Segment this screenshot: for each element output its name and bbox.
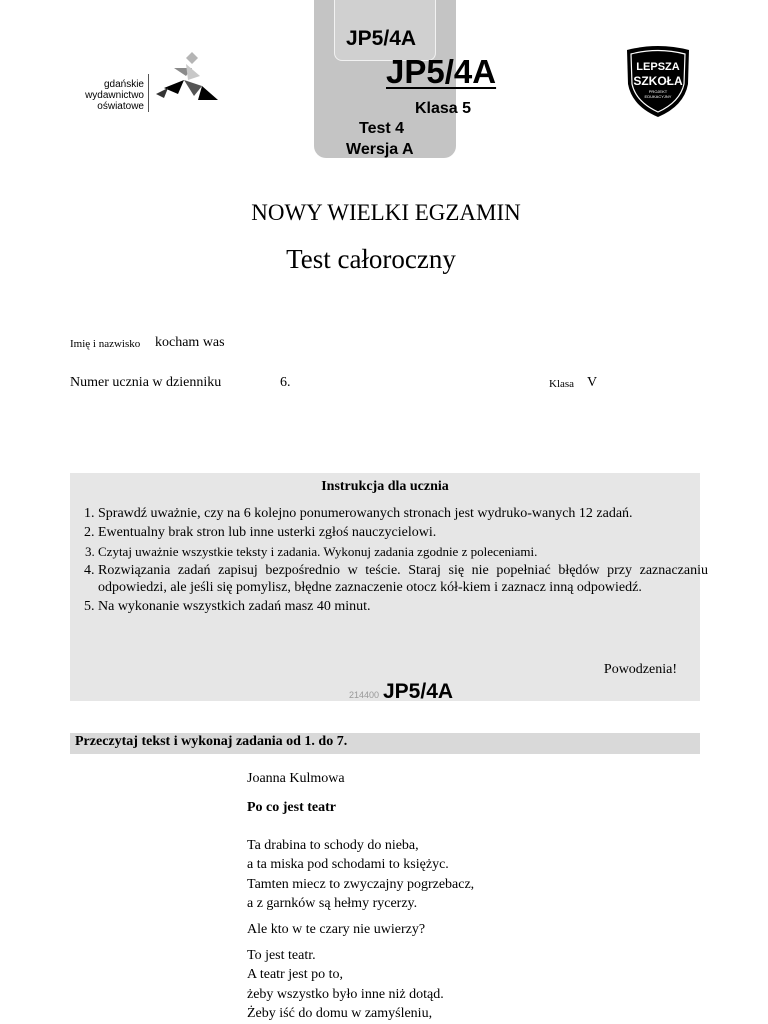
publisher-name [60,79,144,112]
poem-author: Joanna Kulmowa [247,771,345,786]
publisher-name-line: gdańskie [103,79,144,90]
badge-line3: PROJEKT [648,89,668,94]
reading-instruction: Przeczytaj tekst i wykonaj zadania od 1. do 7. [75,734,348,749]
test-version: Wersja A [346,141,414,158]
student-number-label: Numer ucznia w dzienniku [70,375,222,390]
poem-line: Ta drabina to schody do nieba, [247,838,419,853]
page-title: NOWY WIELKI EGZAMIN [251,200,521,225]
instruction-item: 5. Na wykonanie wszystkich zadań masz 40 minut. [98,598,708,615]
publisher-name-line: wydawnictwo [85,90,144,101]
poem-line: a z garnków są hełmy rycerzy. [247,896,418,911]
publisher-logo-icon [154,50,222,111]
name-label: Imię i nazwisko [70,338,141,350]
class-label: Klasa [549,378,575,390]
class-level: Klasa 5 [415,100,472,117]
poem-line: a ta miska pod schodami to księżyc. [247,857,449,872]
poem-line: żeby wszystko było inne niż dotąd. [247,987,444,1002]
poem-line: A teatr jest po to, [247,967,344,982]
footer-number: 214400 [349,690,380,700]
poem-line: Tamten miecz to zwyczajny pogrzebacz, [247,877,475,892]
page-subtitle: Test całoroczny [286,244,456,274]
poem-line: Ale kto w te czary nie uwierzy? [247,922,426,937]
footer-code: JP5/4A [383,680,454,703]
lepsza-szkola-badge-icon [622,44,694,125]
publisher-divider [148,74,149,112]
instruction-list [78,505,708,617]
publisher-name-line: oświatowe [97,101,144,112]
instruction-item: 4. Rozwiązania zadań zapisuj bezpośrednio w teście. Staraj się nie popełniać błędów przy zaznaczaniu odpowiedzi, ale jeśli się pomylisz, błędne zaznaczenie otocz kół-kiem i zaznacz inną odpowiedź. [98,562,708,596]
badge-line1: LEPSZA [636,61,680,73]
badge-line4: EDUKACYJNY [644,94,672,99]
poem-line: Żeby iść do domu w zamyśleniu, [247,1006,433,1021]
test-code-large: JP5/4A [386,53,497,90]
name-field[interactable]: kocham was [155,335,225,350]
student-number-field[interactable]: 6. [280,375,291,390]
instruction-item: 2. Ewentualny brak stron lub inne usterki zgłoś nauczycielowi. [98,524,708,541]
poem-line: To jest teatr. [247,948,316,963]
test-number: Test 4 [359,120,405,137]
instruction-item: 1. Sprawdź uważnie, czy na 6 kolejno ponumerowanych stronach jest wydruko-wanych 12 zadań. [98,505,708,522]
test-code-small: JP5/4A [346,27,417,50]
closing-text: Powodzenia! [603,662,677,677]
instruction-item: 3. Czytaj uważnie wszystkie teksty i zadania. Wykonuj zadania zgodnie z poleceniami. [98,543,708,560]
poem-title: Po co jest teatr [247,800,337,815]
badge-line2: SZKOŁA [633,74,683,88]
class-field[interactable]: V [587,375,598,390]
instruction-title: Instrukcja dla ucznia [321,479,449,494]
